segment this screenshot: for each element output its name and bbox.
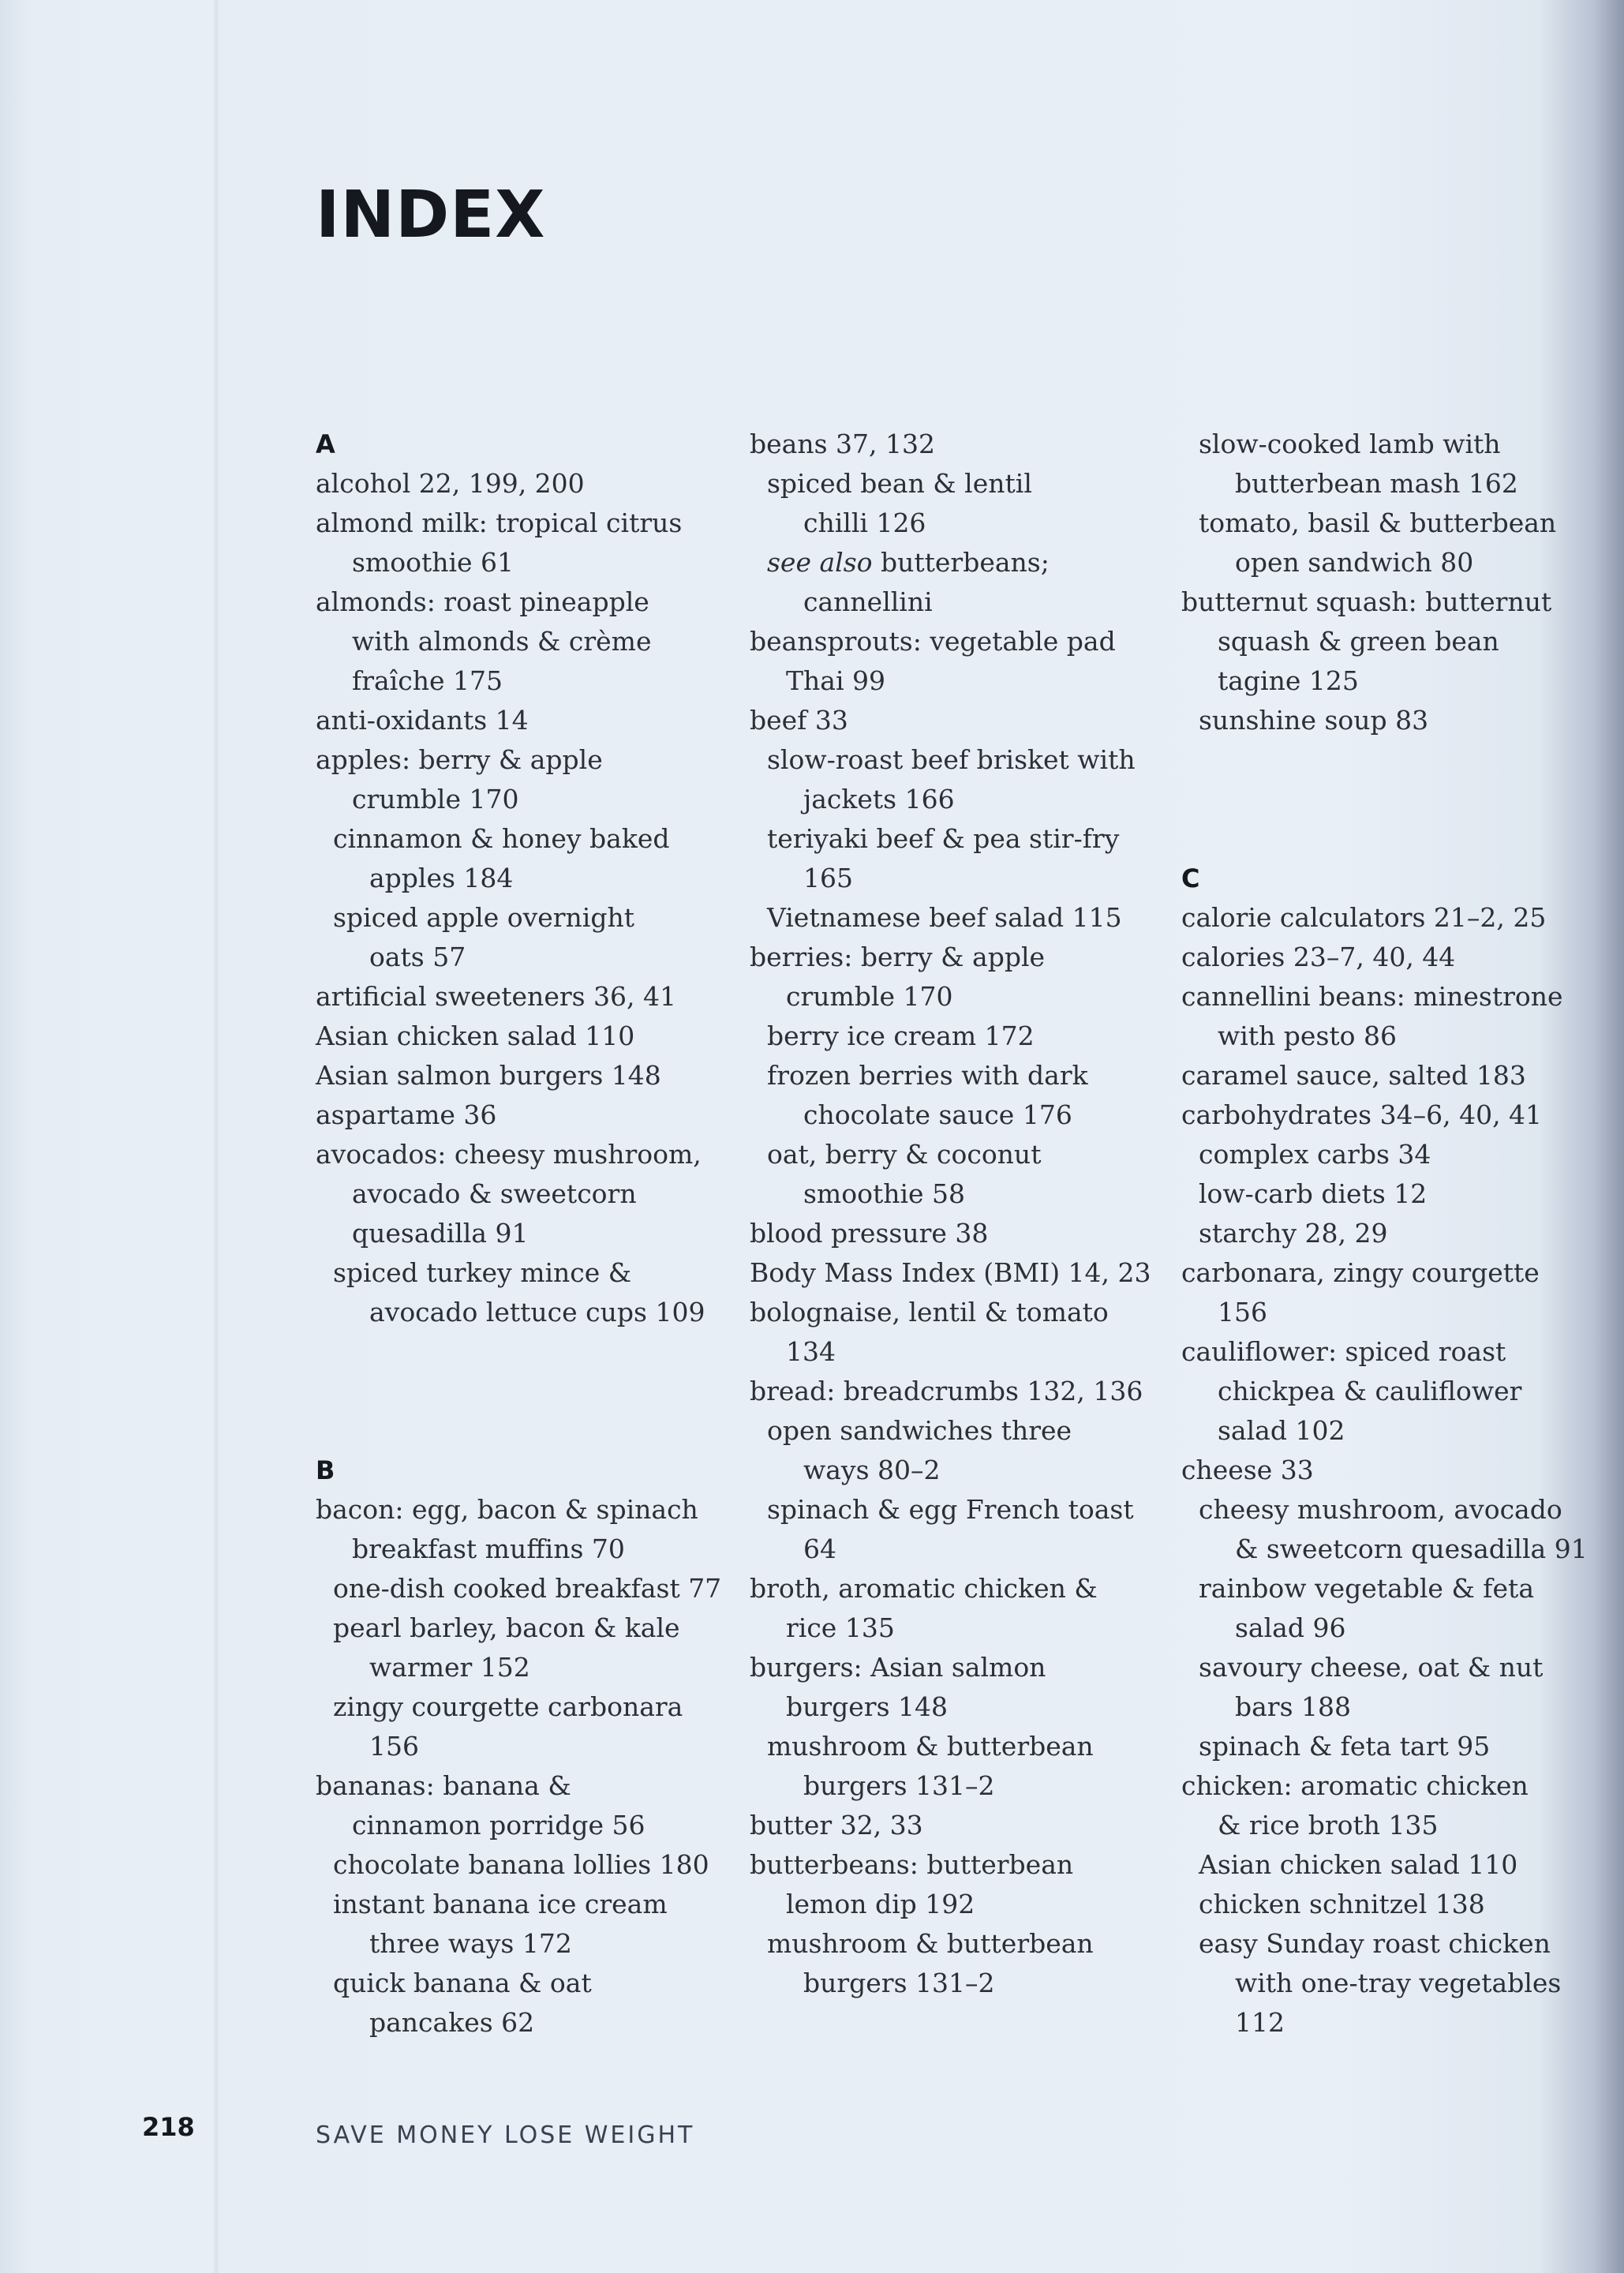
- index-entry: cauliflower: spiced roast chickpea & cauliflower salad 102: [1181, 1336, 1522, 1446]
- index-subentry: easy Sunday roast chicken with one-tray vegetables 112: [1199, 1928, 1562, 2038]
- index-subentry: low-carb diets 12: [1199, 1178, 1428, 1209]
- index-subentry: mushroom & butterbean burgers 131–2: [767, 1731, 1094, 1801]
- index-subentry: tomato, basil & butterbean open sandwich 80: [1199, 507, 1557, 578]
- index-entry: butterbeans: butterbean lemon dip 192: [750, 1849, 1074, 1919]
- index-subentry: spiced turkey mince & avocado lettuce cups 109: [333, 1257, 705, 1327]
- index-entry: calorie calculators 21–2, 25: [1181, 902, 1547, 933]
- index-entry: berries: berry & apple crumble 170: [750, 942, 1046, 1012]
- index-subentry: chocolate banana lollies 180: [333, 1849, 709, 1880]
- index-entry: broth, aromatic chicken & rice 135: [750, 1573, 1098, 1643]
- section-letter-a: A: [316, 429, 335, 459]
- index-entry: almonds: roast pineapple with almonds & crème fraîche 175: [316, 586, 652, 696]
- index-entry: artificial sweeteners 36, 41: [316, 981, 677, 1012]
- index-entry: butternut squash: butternut squash & green bean tagine 125: [1181, 586, 1552, 696]
- page-number: 218: [142, 2112, 195, 2142]
- index-subentry: cinnamon & honey baked apples 184: [333, 823, 670, 893]
- index-entry: avocados: cheesy mushroom, avocado & sweetcorn quesadilla 91: [316, 1139, 702, 1249]
- index-entry: carbonara, zingy courgette 156: [1181, 1257, 1540, 1327]
- page-title: INDEX: [316, 178, 546, 253]
- index-subentry: sunshine soup 83: [1199, 705, 1429, 736]
- index-entry: caramel sauce, salted 183: [1181, 1060, 1526, 1091]
- index-subentry: frozen berries with dark chocolate sauce 176: [767, 1060, 1088, 1130]
- index-subentry: zingy courgette carbonara 156: [333, 1691, 683, 1762]
- index-subentry: open sandwiches three ways 80–2: [767, 1415, 1072, 1485]
- index-entry: beef 33: [750, 705, 848, 736]
- index-entry: bacon: egg, bacon & spinach breakfast muffins 70: [316, 1494, 698, 1564]
- index-entry: cannellini beans: minestrone with pesto 86: [1181, 981, 1563, 1051]
- index-subentry: starchy 28, 29: [1199, 1218, 1388, 1249]
- index-subentry: spiced bean & lentil chilli 126: [767, 468, 1032, 538]
- index-subentry: slow-cooked lamb with butterbean mash 162: [1199, 429, 1518, 499]
- index-column-1: [316, 425, 758, 2043]
- index-entry: cheese 33: [1181, 1455, 1314, 1485]
- index-subentry: cheesy mushroom, avocado & sweetcorn quesadilla 91: [1199, 1494, 1588, 1564]
- index-column-3: [1181, 425, 1592, 2043]
- index-subentry: pearl barley, bacon & kale warmer 152: [333, 1612, 680, 1683]
- index-subentry: spinach & feta tart 95: [1199, 1731, 1491, 1762]
- section-letter-b: B: [316, 1455, 335, 1485]
- index-entry: burgers: Asian salmon burgers 148: [750, 1652, 1046, 1722]
- index-entry: Asian salmon burgers 148: [316, 1060, 661, 1091]
- index-entry: blood pressure 38: [750, 1218, 989, 1249]
- section-letter-c: C: [1181, 863, 1200, 893]
- index-entry: calories 23–7, 40, 44: [1181, 942, 1456, 972]
- index-entry: anti-oxidants 14: [316, 705, 529, 736]
- index-entry: bread: breadcrumbs 132, 136: [750, 1376, 1143, 1406]
- index-cross-reference: see also butterbeans; cannellini: [767, 547, 1050, 617]
- index-subentry: teriyaki beef & pea stir-fry 165: [767, 823, 1120, 893]
- index-subentry: one-dish cooked breakfast 77: [333, 1573, 722, 1604]
- index-subentry: mushroom & butterbean burgers 131–2: [767, 1928, 1094, 1998]
- index-entry: beansprouts: vegetable pad Thai 99: [750, 626, 1116, 696]
- index-subentry: spinach & egg French toast 64: [767, 1494, 1134, 1564]
- index-entry: Asian chicken salad 110: [316, 1020, 635, 1051]
- index-subentry: Asian chicken salad 110: [1199, 1849, 1518, 1880]
- index-subentry: quick banana & oat pancakes 62: [333, 1968, 592, 2038]
- index-entry: bolognaise, lentil & tomato 134: [750, 1297, 1109, 1367]
- index-subentry: oat, berry & coconut smoothie 58: [767, 1139, 1042, 1209]
- index-entry: alcohol 22, 199, 200: [316, 468, 585, 499]
- index-subentry: complex carbs 34: [1199, 1139, 1431, 1170]
- index-entry: beans 37, 132: [750, 429, 935, 459]
- index-subentry: spiced apple overnight oats 57: [333, 902, 634, 972]
- index-entry: carbohydrates 34–6, 40, 41: [1181, 1099, 1543, 1130]
- index-entry: bananas: banana & cinnamon porridge 56: [316, 1770, 645, 1840]
- index-subentry: instant banana ice cream three ways 172: [333, 1889, 668, 1959]
- index-subentry: Vietnamese beef salad 115: [767, 902, 1122, 933]
- index-subentry: savoury cheese, oat & nut bars 188: [1199, 1652, 1544, 1722]
- index-entry: Body Mass Index (BMI) 14, 23: [750, 1257, 1151, 1288]
- index-entry: almond milk: tropical citrus smoothie 61: [316, 507, 683, 578]
- index-entry: aspartame 36: [316, 1099, 497, 1130]
- page-fold-shadow: [213, 0, 219, 2273]
- index-column-2: [750, 425, 1192, 2003]
- index-subentry: rainbow vegetable & feta salad 96: [1199, 1573, 1534, 1643]
- index-subentry: chicken schnitzel 138: [1199, 1889, 1485, 1919]
- index-subentry: berry ice cream 172: [767, 1020, 1035, 1051]
- index-subentry: slow-roast beef brisket with jackets 166: [767, 744, 1136, 814]
- index-entry: chicken: aromatic chicken & rice broth 135: [1181, 1770, 1529, 1840]
- index-entry: butter 32, 33: [750, 1810, 923, 1840]
- index-entry: apples: berry & apple crumble 170: [316, 744, 603, 814]
- running-footer-title: SAVE MONEY LOSE WEIGHT: [316, 2121, 695, 2149]
